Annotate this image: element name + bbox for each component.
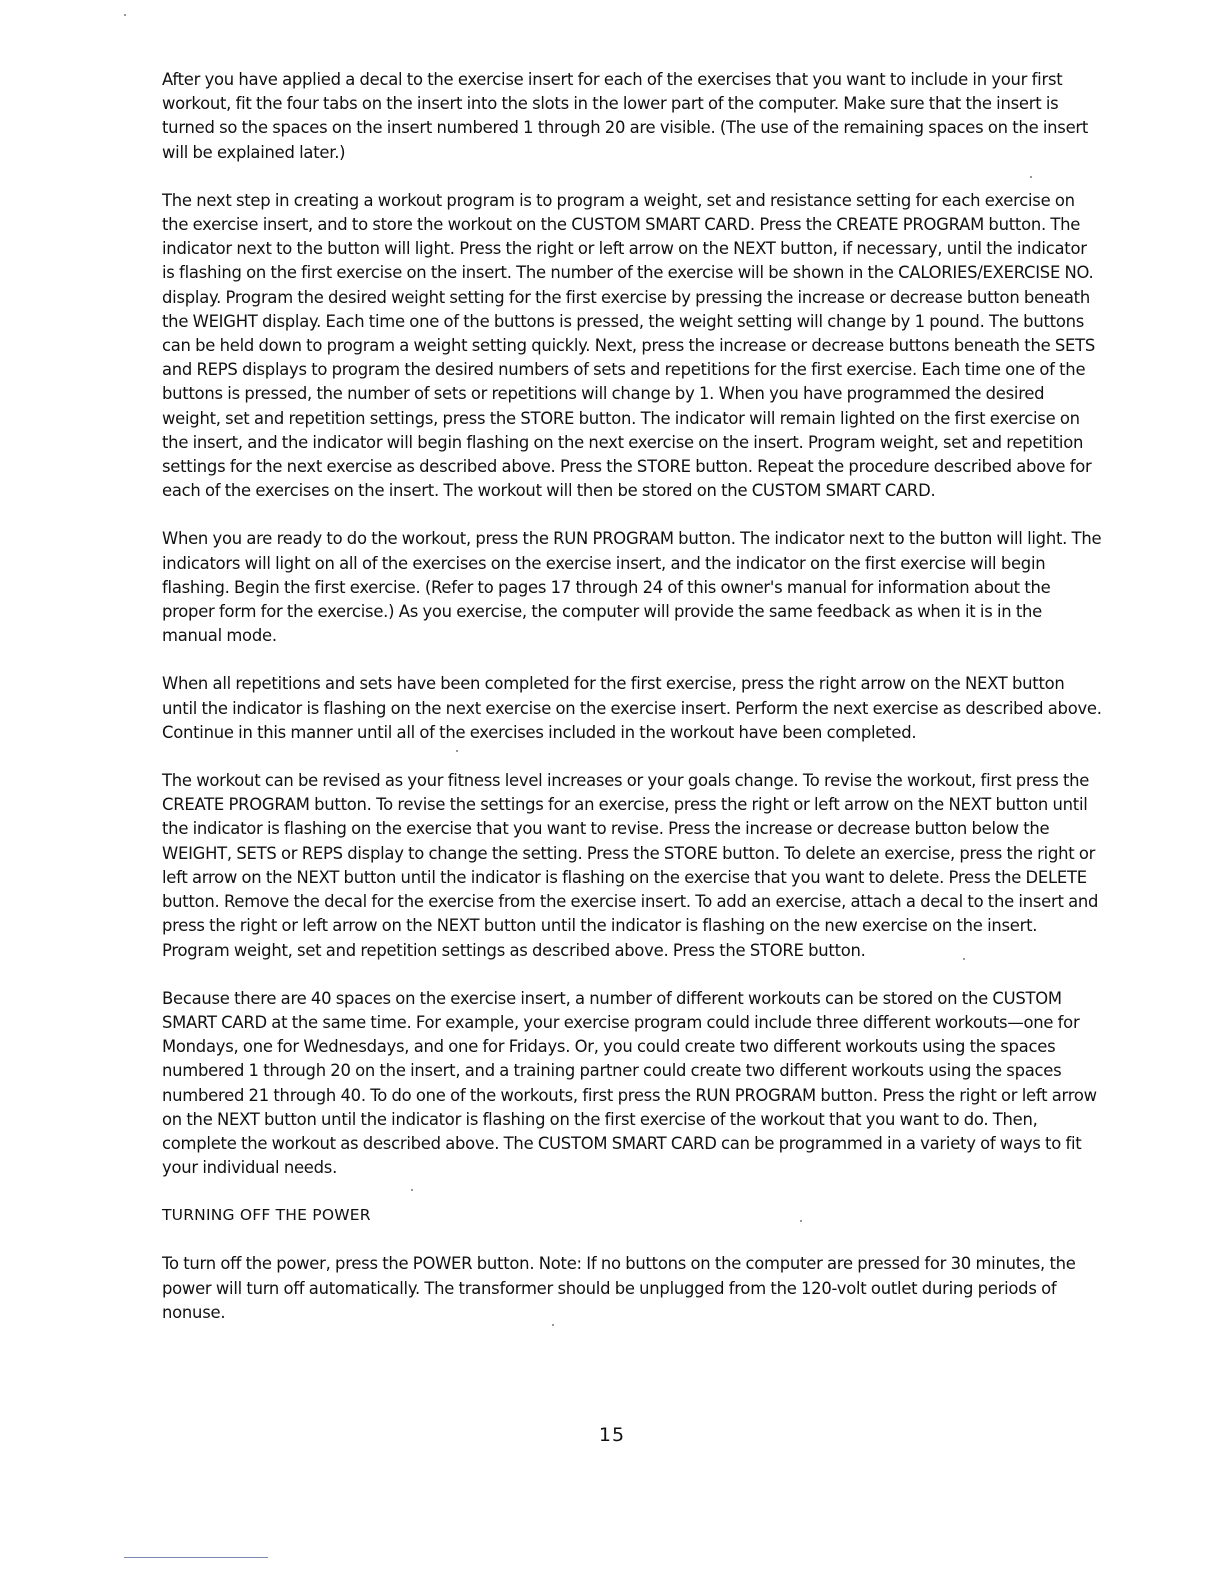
paragraph-insert-decal: After you have applied a decal to the exercise insert for each of the exercises that you want to include in your first workout, fit the four tabs on the insert into the slots in the lower part of the computer. Make sure that the insert is turned so the spaces on the insert numbered 1 through 20 are visible. (The use of the remaining spaces on the insert will be explained later.) — [162, 70, 1089, 162]
speck — [411, 1189, 413, 1191]
paragraph-multiple-workouts: Because there are 40 spaces on the exercise insert, a number of different workouts can be stored on the CUSTOM SMART CARD at the same time. For example, your exercise program could include three different workouts—one for Mondays, one for Wednesdays, and one for Fridays. Or, you could create two different workouts using the spaces numbered 1 through 20 on the insert, and a training partner could create two different workouts using the spaces numbered 21 through 40. To do one of the workouts, first press the RUN PROGRAM button. Press the right or left arrow on the NEXT button until the indicator is flashing on the first exercise of the workout that you want to do. Then, complete the workout as described above. The CUSTOM SMART CARD can be programmed in a variety of ways to fit your individual needs. — [162, 988, 1097, 1178]
paragraph-revise-workout: The workout can be revised as your fitness level increases or your goals change. To revise the workout, first press the CREATE PROGRAM button. To revise the settings for an exercise, press the right or left arrow on the NEXT button until the indicator is flashing on the exercise that you want to revise. Press the increase or decrease button below the WEIGHT, SETS or REPS display to change the setting. Press the STORE button. To delete an exercise, press the right or left arrow on the NEXT button until the indicator is flashing on the exercise that you want to delete. Press the DELETE button. Remove the decal for the exercise from the exercise insert. To add an exercise, attach a decal to the insert and press the right or left arrow on the NEXT button until the indicator is flashing on the new exercise on the insert. Program weight, set and repetition settings as described above. Press the STORE button. — [162, 771, 1099, 960]
speck — [963, 958, 965, 960]
paragraph-next-exercise: When all repetitions and sets have been completed for the first exercise, press the right arrow on the NEXT button until the indicator is flashing on the next exercise on the exercise insert. Perform the next exercise as described above. Continue in this manner until all of the exercises included in the workout have been completed. — [162, 674, 1102, 742]
speck — [124, 14, 126, 16]
speck — [552, 1324, 554, 1326]
speck — [456, 750, 458, 752]
speck — [1030, 176, 1032, 178]
bottom-rule — [124, 1557, 268, 1558]
paragraph-create-program: The next step in creating a workout program is to program a weight, set and resistance setting for each exercise on the exercise insert, and to store the workout on the CUSTOM SMART CARD. Press the CREATE PROGRAM button. The indicator next to the button will light. Press the right or left arrow on the NEXT button, if necessary, until the indicator is flashing on the first exercise on the insert. The number of the exercise will be shown in the CALORIES/EXERCISE NO. display. Program the desired weight setting for the first exercise by pressing the increase or decrease button beneath the WEIGHT display. Each time one of the buttons is pressed, the weight setting will change by 1 pound. The buttons can be held down to program a weight setting quickly. Next, press the increase or decrease buttons beneath the SETS and REPS displays to program the desired numbers of sets and repetitions for the first exercise. Each time one of the buttons is pressed, the number of sets or repetitions will change by 1. When you have programmed the desired weight, set and repetition settings, press the STORE button. The indicator will remain lighted on the first exercise on the insert, and the indicator will begin flashing on the next exercise on the insert. Program weight, set and repetition settings for the next exercise as described above. Press the STORE button. Repeat the procedure described above for each of the exercises on the insert. The workout will then be stored on the CUSTOM SMART CARD. — [162, 190, 1096, 501]
manual-page-body — [162, 68, 1102, 1349]
paragraph-run-program: When you are ready to do the workout, press the RUN PROGRAM button. The indicator next to the button will light. The indicators will light on all of the exercises on the exercise insert, and the indicator on the first exercise will begin flashing. Begin the first exercise. (Refer to pages 17 through 24 of this owner's manual for information about the proper form for the exercise.) As you exercise, the computer will provide the same feedback as when it is in the manual mode. — [162, 529, 1102, 646]
page-number: 15 — [598, 1424, 626, 1446]
speck — [800, 1220, 802, 1222]
section-heading-power: TURNING OFF THE POWER — [162, 1206, 371, 1225]
paragraph-turn-off-power: To turn off the power, press the POWER button. Note: If no buttons on the computer are pressed for 30 minutes, the power will turn off automatically. The transformer should be unplugged from the 120-volt outlet during periods of nonuse. — [162, 1254, 1076, 1322]
